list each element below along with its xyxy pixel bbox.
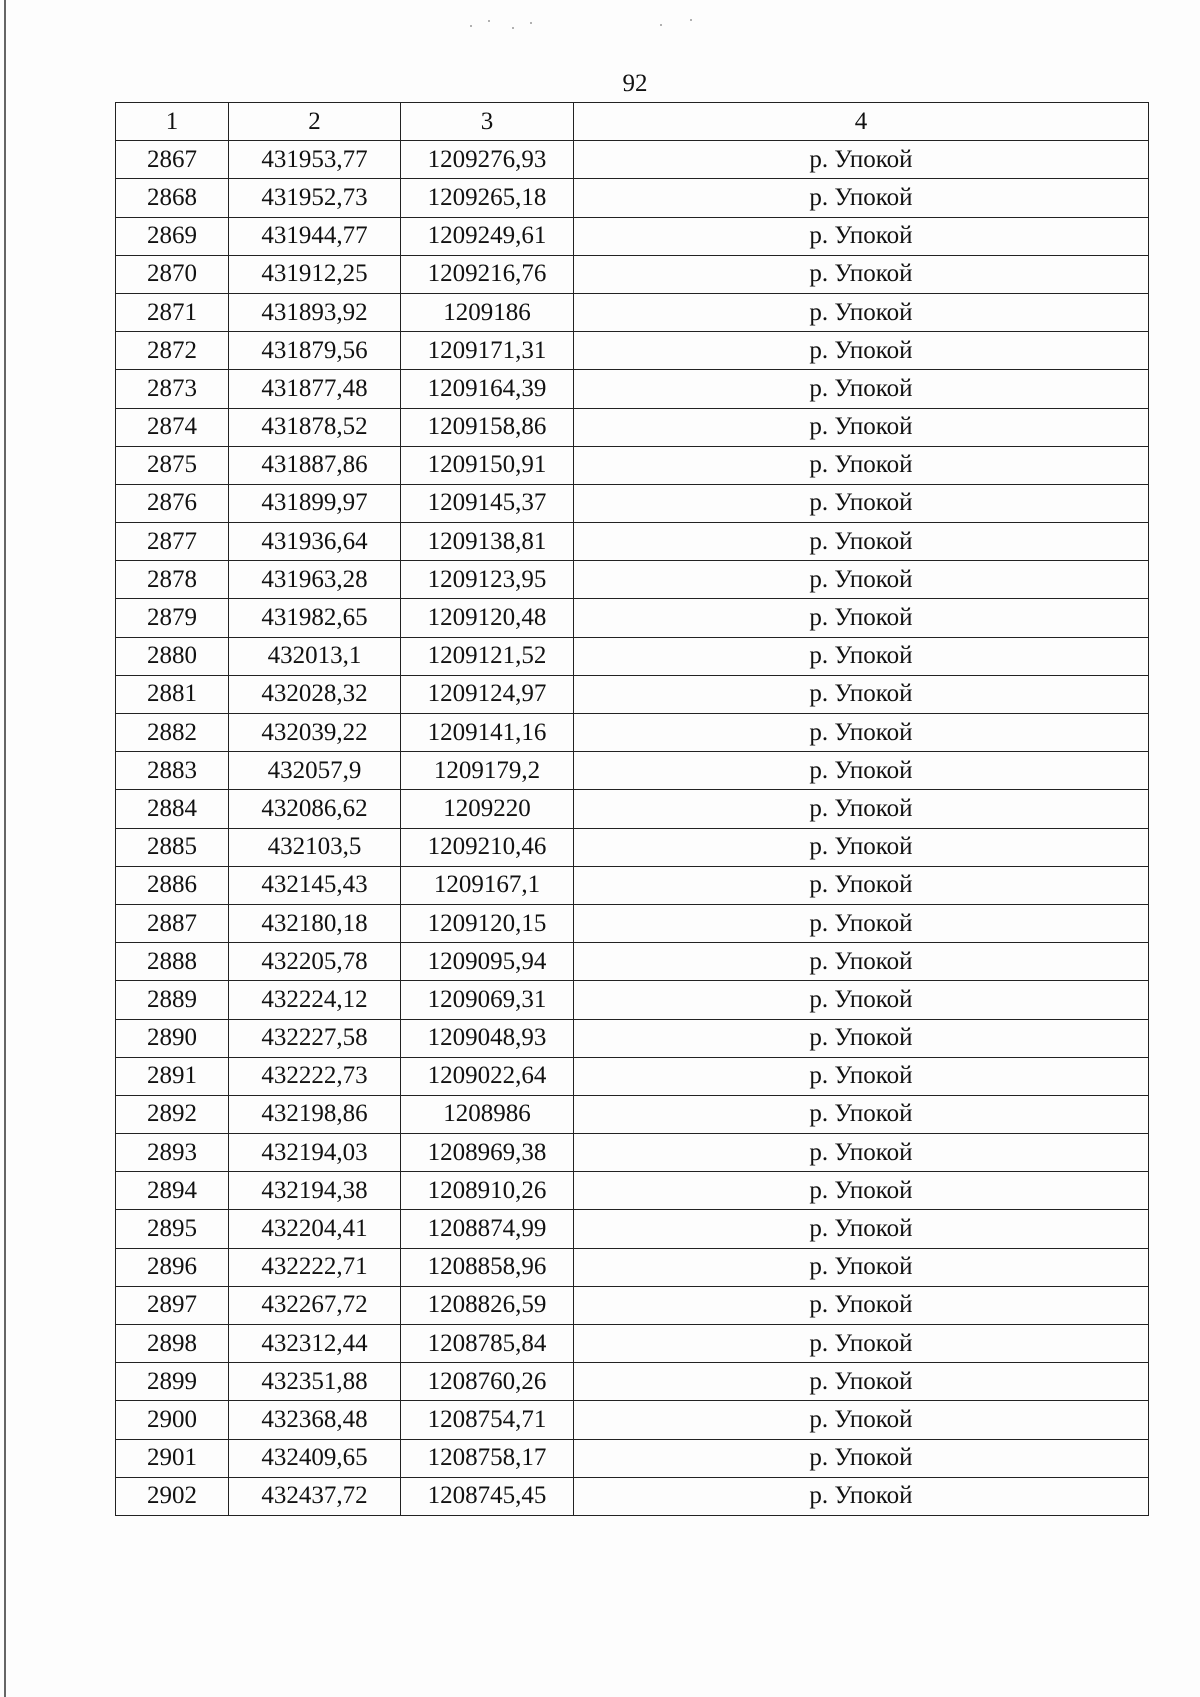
table-row bbox=[116, 1134, 1149, 1172]
point-number-cell: 2875 bbox=[116, 446, 229, 484]
table-row bbox=[116, 637, 1149, 675]
table-row bbox=[116, 675, 1149, 713]
point-number-cell: 2873 bbox=[116, 370, 229, 408]
description-cell: р. Упокой bbox=[574, 1172, 1149, 1210]
y-coordinate-cell: 1208858,96 bbox=[401, 1248, 574, 1286]
description-cell: р. Упокой bbox=[574, 523, 1149, 561]
description-cell: р. Упокой bbox=[574, 561, 1149, 599]
description-cell: р. Упокой bbox=[574, 675, 1149, 713]
y-coordinate-cell: 1208969,38 bbox=[401, 1134, 574, 1172]
table-row bbox=[116, 1210, 1149, 1248]
table-row bbox=[116, 1172, 1149, 1210]
table-row bbox=[116, 446, 1149, 484]
table-row bbox=[116, 179, 1149, 217]
description-cell: р. Упокой bbox=[574, 446, 1149, 484]
x-coordinate-cell: 432057,9 bbox=[229, 752, 401, 790]
point-number-cell: 2877 bbox=[116, 523, 229, 561]
y-coordinate-cell: 1209276,93 bbox=[401, 141, 574, 179]
y-coordinate-cell: 1209121,52 bbox=[401, 637, 574, 675]
description-cell: р. Упокой bbox=[574, 790, 1149, 828]
y-coordinate-cell: 1209069,31 bbox=[401, 981, 574, 1019]
point-number-cell: 2890 bbox=[116, 1019, 229, 1057]
point-number-cell: 2883 bbox=[116, 752, 229, 790]
point-number-cell: 2880 bbox=[116, 637, 229, 675]
y-coordinate-cell: 1209048,93 bbox=[401, 1019, 574, 1057]
description-cell: р. Упокой bbox=[574, 293, 1149, 331]
description-cell: р. Упокой bbox=[574, 1286, 1149, 1324]
point-number-cell: 2887 bbox=[116, 904, 229, 942]
table-row bbox=[116, 1401, 1149, 1439]
x-coordinate-cell: 432368,48 bbox=[229, 1401, 401, 1439]
x-coordinate-cell: 431899,97 bbox=[229, 484, 401, 522]
column-header: 3 bbox=[401, 103, 574, 141]
y-coordinate-cell: 1208785,84 bbox=[401, 1325, 574, 1363]
y-coordinate-cell: 1209249,61 bbox=[401, 217, 574, 255]
point-number-cell: 2869 bbox=[116, 217, 229, 255]
x-coordinate-cell: 431887,86 bbox=[229, 446, 401, 484]
y-coordinate-cell: 1208758,17 bbox=[401, 1439, 574, 1477]
description-cell: р. Упокой bbox=[574, 179, 1149, 217]
y-coordinate-cell: 1209095,94 bbox=[401, 943, 574, 981]
description-cell: р. Упокой bbox=[574, 255, 1149, 293]
table-row bbox=[116, 1057, 1149, 1095]
table-row bbox=[116, 141, 1149, 179]
point-number-cell: 2896 bbox=[116, 1248, 229, 1286]
x-coordinate-cell: 432086,62 bbox=[229, 790, 401, 828]
y-coordinate-cell: 1209120,48 bbox=[401, 599, 574, 637]
table-row bbox=[116, 981, 1149, 1019]
description-cell: р. Упокой bbox=[574, 752, 1149, 790]
y-coordinate-cell: 1209022,64 bbox=[401, 1057, 574, 1095]
description-cell: р. Упокой bbox=[574, 141, 1149, 179]
x-coordinate-cell: 432145,43 bbox=[229, 866, 401, 904]
description-cell: р. Упокой bbox=[574, 1325, 1149, 1363]
x-coordinate-cell: 432039,22 bbox=[229, 714, 401, 752]
description-cell: р. Упокой bbox=[574, 332, 1149, 370]
x-coordinate-cell: 431879,56 bbox=[229, 332, 401, 370]
x-coordinate-cell: 432267,72 bbox=[229, 1286, 401, 1324]
x-coordinate-cell: 432409,65 bbox=[229, 1439, 401, 1477]
description-cell: р. Упокой bbox=[574, 943, 1149, 981]
y-coordinate-cell: 1209265,18 bbox=[401, 179, 574, 217]
description-cell: р. Упокой bbox=[574, 1401, 1149, 1439]
table-row bbox=[116, 828, 1149, 866]
column-header: 4 bbox=[574, 103, 1149, 141]
x-coordinate-cell: 432351,88 bbox=[229, 1363, 401, 1401]
table-body bbox=[116, 141, 1149, 1516]
description-cell: р. Упокой bbox=[574, 904, 1149, 942]
table-row bbox=[116, 255, 1149, 293]
x-coordinate-cell: 432437,72 bbox=[229, 1477, 401, 1515]
column-header: 2 bbox=[229, 103, 401, 141]
point-number-cell: 2878 bbox=[116, 561, 229, 599]
y-coordinate-cell: 1208910,26 bbox=[401, 1172, 574, 1210]
description-cell: р. Упокой bbox=[574, 981, 1149, 1019]
x-coordinate-cell: 431912,25 bbox=[229, 255, 401, 293]
point-number-cell: 2897 bbox=[116, 1286, 229, 1324]
table-row bbox=[116, 790, 1149, 828]
y-coordinate-cell: 1209210,46 bbox=[401, 828, 574, 866]
table-row bbox=[116, 1439, 1149, 1477]
page-number: 92 bbox=[622, 70, 648, 97]
y-coordinate-cell: 1209171,31 bbox=[401, 332, 574, 370]
table-row bbox=[116, 1019, 1149, 1057]
table-row bbox=[116, 714, 1149, 752]
point-number-cell: 2901 bbox=[116, 1439, 229, 1477]
table-row bbox=[116, 866, 1149, 904]
x-coordinate-cell: 432222,71 bbox=[229, 1248, 401, 1286]
y-coordinate-cell: 1209145,37 bbox=[401, 484, 574, 522]
y-coordinate-cell: 1208986 bbox=[401, 1095, 574, 1133]
description-cell: р. Упокой bbox=[574, 1248, 1149, 1286]
y-coordinate-cell: 1209123,95 bbox=[401, 561, 574, 599]
description-cell: р. Упокой bbox=[574, 1057, 1149, 1095]
y-coordinate-cell: 1209141,16 bbox=[401, 714, 574, 752]
point-number-cell: 2871 bbox=[116, 293, 229, 331]
y-coordinate-cell: 1208826,59 bbox=[401, 1286, 574, 1324]
coordinates-table bbox=[115, 102, 1149, 1516]
y-coordinate-cell: 1209186 bbox=[401, 293, 574, 331]
y-coordinate-cell: 1208754,71 bbox=[401, 1401, 574, 1439]
description-cell: р. Упокой bbox=[574, 1210, 1149, 1248]
x-coordinate-cell: 432312,44 bbox=[229, 1325, 401, 1363]
y-coordinate-cell: 1209150,91 bbox=[401, 446, 574, 484]
description-cell: р. Упокой bbox=[574, 1363, 1149, 1401]
description-cell: р. Упокой bbox=[574, 1134, 1149, 1172]
x-coordinate-cell: 432180,18 bbox=[229, 904, 401, 942]
x-coordinate-cell: 431893,92 bbox=[229, 293, 401, 331]
x-coordinate-cell: 432204,41 bbox=[229, 1210, 401, 1248]
point-number-cell: 2867 bbox=[116, 141, 229, 179]
point-number-cell: 2879 bbox=[116, 599, 229, 637]
y-coordinate-cell: 1209120,15 bbox=[401, 904, 574, 942]
y-coordinate-cell: 1209220 bbox=[401, 790, 574, 828]
y-coordinate-cell: 1208745,45 bbox=[401, 1477, 574, 1515]
point-number-cell: 2884 bbox=[116, 790, 229, 828]
table-row bbox=[116, 523, 1149, 561]
description-cell: р. Упокой bbox=[574, 599, 1149, 637]
table-row bbox=[116, 752, 1149, 790]
description-cell: р. Упокой bbox=[574, 408, 1149, 446]
point-number-cell: 2893 bbox=[116, 1134, 229, 1172]
point-number-cell: 2892 bbox=[116, 1095, 229, 1133]
y-coordinate-cell: 1209179,2 bbox=[401, 752, 574, 790]
table-row bbox=[116, 1477, 1149, 1515]
point-number-cell: 2881 bbox=[116, 675, 229, 713]
description-cell: р. Упокой bbox=[574, 1019, 1149, 1057]
y-coordinate-cell: 1209216,76 bbox=[401, 255, 574, 293]
point-number-cell: 2868 bbox=[116, 179, 229, 217]
x-coordinate-cell: 431944,77 bbox=[229, 217, 401, 255]
x-coordinate-cell: 432205,78 bbox=[229, 943, 401, 981]
description-cell: р. Упокой bbox=[574, 1095, 1149, 1133]
point-number-cell: 2898 bbox=[116, 1325, 229, 1363]
x-coordinate-cell: 432103,5 bbox=[229, 828, 401, 866]
point-number-cell: 2882 bbox=[116, 714, 229, 752]
point-number-cell: 2872 bbox=[116, 332, 229, 370]
table-row bbox=[116, 217, 1149, 255]
description-cell: р. Упокой bbox=[574, 714, 1149, 752]
scan-edge-line bbox=[4, 0, 6, 1697]
scan-speck bbox=[660, 24, 662, 26]
table-row bbox=[116, 943, 1149, 981]
table-row bbox=[116, 484, 1149, 522]
description-cell: р. Упокой bbox=[574, 1477, 1149, 1515]
table-row bbox=[116, 1248, 1149, 1286]
scan-speck bbox=[512, 27, 514, 29]
y-coordinate-cell: 1209158,86 bbox=[401, 408, 574, 446]
x-coordinate-cell: 432028,32 bbox=[229, 675, 401, 713]
point-number-cell: 2895 bbox=[116, 1210, 229, 1248]
y-coordinate-cell: 1209124,97 bbox=[401, 675, 574, 713]
x-coordinate-cell: 432198,86 bbox=[229, 1095, 401, 1133]
scan-speck bbox=[690, 19, 692, 21]
x-coordinate-cell: 432194,03 bbox=[229, 1134, 401, 1172]
scan-speck bbox=[530, 22, 532, 24]
y-coordinate-cell: 1209138,81 bbox=[401, 523, 574, 561]
x-coordinate-cell: 431963,28 bbox=[229, 561, 401, 599]
y-coordinate-cell: 1208874,99 bbox=[401, 1210, 574, 1248]
point-number-cell: 2874 bbox=[116, 408, 229, 446]
point-number-cell: 2894 bbox=[116, 1172, 229, 1210]
point-number-cell: 2876 bbox=[116, 484, 229, 522]
point-number-cell: 2902 bbox=[116, 1477, 229, 1515]
point-number-cell: 2900 bbox=[116, 1401, 229, 1439]
column-header: 1 bbox=[116, 103, 229, 141]
table-row bbox=[116, 1325, 1149, 1363]
scan-speck bbox=[488, 20, 490, 22]
point-number-cell: 2899 bbox=[116, 1363, 229, 1401]
description-cell: р. Упокой bbox=[574, 828, 1149, 866]
y-coordinate-cell: 1208760,26 bbox=[401, 1363, 574, 1401]
table-row bbox=[116, 561, 1149, 599]
table-row bbox=[116, 370, 1149, 408]
x-coordinate-cell: 432194,38 bbox=[229, 1172, 401, 1210]
point-number-cell: 2888 bbox=[116, 943, 229, 981]
table-header-row bbox=[116, 103, 1149, 141]
x-coordinate-cell: 432227,58 bbox=[229, 1019, 401, 1057]
table-row bbox=[116, 408, 1149, 446]
y-coordinate-cell: 1209164,39 bbox=[401, 370, 574, 408]
x-coordinate-cell: 431878,52 bbox=[229, 408, 401, 446]
description-cell: р. Упокой bbox=[574, 637, 1149, 675]
scan-speck bbox=[470, 25, 472, 27]
x-coordinate-cell: 431982,65 bbox=[229, 599, 401, 637]
x-coordinate-cell: 431877,48 bbox=[229, 370, 401, 408]
description-cell: р. Упокой bbox=[574, 217, 1149, 255]
table-row bbox=[116, 332, 1149, 370]
point-number-cell: 2891 bbox=[116, 1057, 229, 1095]
table-row bbox=[116, 293, 1149, 331]
table-row bbox=[116, 599, 1149, 637]
description-cell: р. Упокой bbox=[574, 866, 1149, 904]
table-row bbox=[116, 1286, 1149, 1324]
x-coordinate-cell: 431952,73 bbox=[229, 179, 401, 217]
description-cell: р. Упокой bbox=[574, 370, 1149, 408]
point-number-cell: 2870 bbox=[116, 255, 229, 293]
point-number-cell: 2885 bbox=[116, 828, 229, 866]
point-number-cell: 2886 bbox=[116, 866, 229, 904]
x-coordinate-cell: 431953,77 bbox=[229, 141, 401, 179]
description-cell: р. Упокой bbox=[574, 1439, 1149, 1477]
x-coordinate-cell: 432222,73 bbox=[229, 1057, 401, 1095]
y-coordinate-cell: 1209167,1 bbox=[401, 866, 574, 904]
description-cell: р. Упокой bbox=[574, 484, 1149, 522]
x-coordinate-cell: 432013,1 bbox=[229, 637, 401, 675]
table-row bbox=[116, 1363, 1149, 1401]
x-coordinate-cell: 431936,64 bbox=[229, 523, 401, 561]
x-coordinate-cell: 432224,12 bbox=[229, 981, 401, 1019]
table-row bbox=[116, 904, 1149, 942]
table-row bbox=[116, 1095, 1149, 1133]
point-number-cell: 2889 bbox=[116, 981, 229, 1019]
